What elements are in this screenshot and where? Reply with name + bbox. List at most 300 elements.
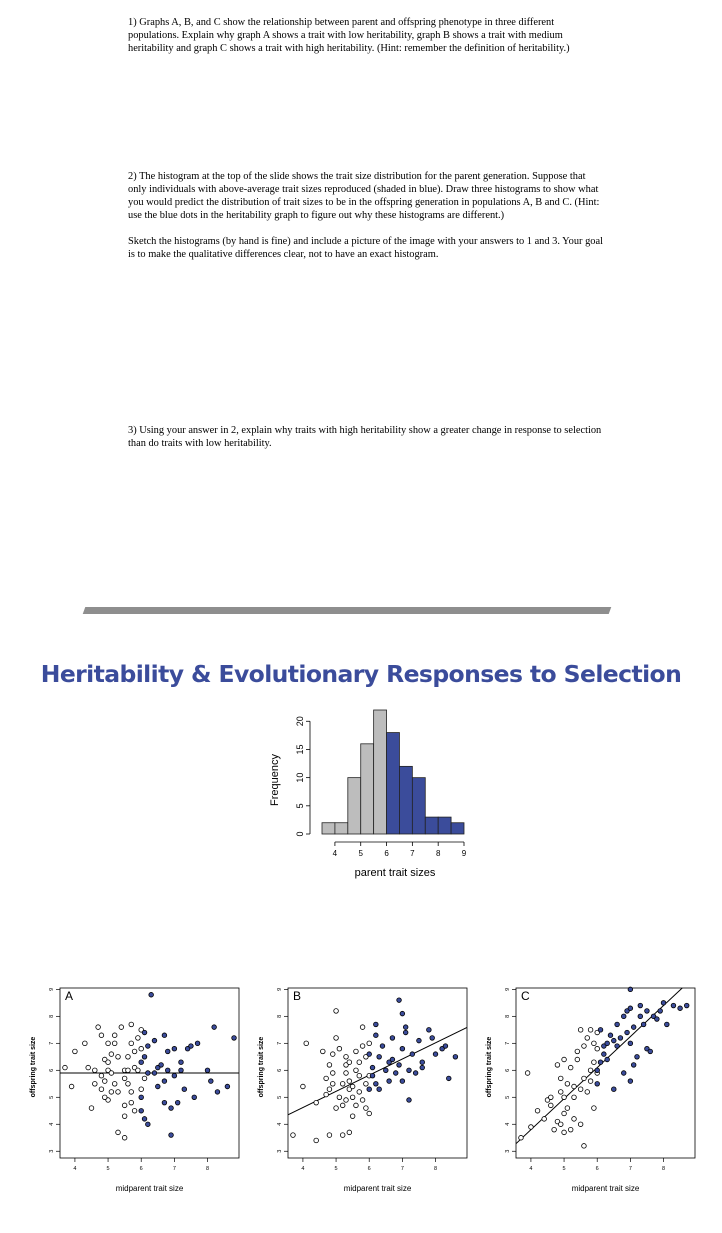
data-point-unselected	[126, 1081, 131, 1086]
data-point-unselected	[102, 1079, 107, 1084]
data-point-selected	[621, 1071, 626, 1076]
data-point-unselected	[340, 1103, 345, 1108]
data-point-unselected	[592, 1041, 597, 1046]
plot-frame	[288, 988, 467, 1158]
data-point-selected	[172, 1073, 177, 1078]
scatter-plot-b	[246, 980, 474, 1200]
y-tick-label: 3	[505, 1149, 511, 1153]
data-point-unselected	[337, 1095, 342, 1100]
data-point-unselected	[562, 1111, 567, 1116]
data-point-selected	[621, 1014, 626, 1019]
data-point-selected	[162, 1079, 167, 1084]
y-tick-label: 6	[49, 1068, 55, 1072]
data-point-unselected	[575, 1049, 580, 1054]
panel-label: B	[293, 989, 302, 1003]
data-point-unselected	[291, 1133, 296, 1138]
data-point-unselected	[340, 1133, 345, 1138]
data-point-selected	[638, 1014, 643, 1019]
data-point-selected	[400, 1011, 405, 1016]
data-point-selected	[374, 1022, 379, 1027]
data-point-unselected	[69, 1084, 74, 1089]
data-point-unselected	[116, 1130, 121, 1135]
x-tick-label: 5	[334, 1166, 338, 1172]
data-point-selected	[678, 1006, 683, 1011]
data-point-selected	[377, 1055, 382, 1060]
data-point-unselected	[340, 1081, 345, 1086]
data-point-selected	[139, 1095, 144, 1100]
data-point-selected	[172, 1046, 177, 1051]
data-point-unselected	[109, 1052, 114, 1057]
data-point-unselected	[99, 1087, 104, 1092]
data-point-selected	[413, 1071, 418, 1076]
x-tick-label: 8	[433, 1166, 438, 1172]
data-point-selected	[665, 1022, 670, 1027]
data-point-selected	[175, 1100, 180, 1105]
data-point-selected	[661, 1001, 666, 1006]
data-point-unselected	[578, 1122, 583, 1127]
y-tick-label: 5	[49, 1095, 55, 1099]
scatter-ylabel: offspring trait size	[486, 1036, 493, 1098]
data-point-selected	[410, 1052, 415, 1057]
data-point-selected	[225, 1084, 230, 1089]
data-point-selected	[146, 1044, 151, 1049]
data-point-unselected	[327, 1087, 332, 1092]
data-point-unselected	[116, 1055, 121, 1060]
x-tick-label: 4	[301, 1166, 305, 1172]
data-point-unselected	[562, 1057, 567, 1062]
data-point-selected	[189, 1044, 194, 1049]
data-point-unselected	[354, 1049, 359, 1054]
data-point-selected	[212, 1025, 217, 1030]
data-point-selected	[139, 1060, 144, 1065]
x-tick-label: 7	[172, 1166, 176, 1172]
data-point-unselected	[575, 1057, 580, 1062]
data-point-selected	[605, 1057, 610, 1062]
data-point-unselected	[350, 1084, 355, 1089]
histogram-x-tick-label: 4	[332, 849, 338, 858]
histogram-bar	[412, 778, 425, 834]
histogram-bar	[374, 710, 387, 834]
data-point-selected	[628, 987, 633, 992]
histogram-x-tick-label: 8	[435, 849, 441, 858]
y-tick-label: 4	[277, 1122, 283, 1126]
data-point-unselected	[535, 1108, 540, 1113]
data-point-selected	[146, 1071, 151, 1076]
data-point-unselected	[126, 1055, 131, 1060]
data-point-selected	[645, 1009, 650, 1014]
data-point-unselected	[86, 1065, 91, 1070]
data-point-unselected	[562, 1130, 567, 1135]
data-point-unselected	[122, 1114, 127, 1119]
data-point-unselected	[357, 1073, 362, 1078]
slide-title: Heritability & Evolutionary Responses to Selection	[40, 660, 682, 688]
data-point-unselected	[525, 1071, 530, 1076]
data-point-selected	[380, 1044, 385, 1049]
histogram-x-tick-label: 7	[410, 849, 415, 858]
y-tick-label: 9	[277, 987, 283, 991]
data-point-selected	[595, 1068, 600, 1073]
data-point-unselected	[565, 1106, 570, 1111]
y-tick-label: 3	[277, 1149, 283, 1153]
data-point-unselected	[585, 1090, 590, 1095]
data-point-unselected	[367, 1111, 372, 1116]
data-point-unselected	[122, 1135, 127, 1140]
data-point-selected	[400, 1046, 405, 1051]
question-3	[128, 424, 606, 450]
y-tick-label: 5	[505, 1095, 511, 1099]
x-tick-label: 5	[562, 1166, 566, 1172]
data-point-selected	[407, 1098, 412, 1103]
data-point-unselected	[568, 1065, 573, 1070]
data-point-selected	[374, 1033, 379, 1038]
data-point-selected	[427, 1028, 432, 1033]
data-point-unselected	[558, 1090, 563, 1095]
data-point-unselected	[324, 1076, 329, 1081]
data-point-selected	[655, 1017, 660, 1022]
data-point-unselected	[529, 1125, 534, 1130]
scatter-plot-a	[18, 980, 246, 1200]
data-point-unselected	[367, 1041, 372, 1046]
data-point-selected	[139, 1108, 144, 1113]
data-point-unselected	[93, 1081, 98, 1086]
panel-label: A	[65, 989, 74, 1003]
panel-label: C	[521, 989, 530, 1003]
data-point-unselected	[357, 1060, 362, 1065]
data-point-unselected	[112, 1041, 117, 1046]
histogram-bar	[425, 817, 438, 834]
data-point-unselected	[304, 1041, 309, 1046]
y-tick-label: 4	[505, 1122, 511, 1126]
histogram-bar	[322, 823, 335, 834]
data-point-unselected	[347, 1060, 352, 1065]
question-3-text: 3) Using your answer in 2, explain why traits with high heritability show a greater change in response to selection than do traits with low heritability.	[128, 425, 602, 450]
data-point-unselected	[334, 1036, 339, 1041]
data-point-selected	[182, 1087, 187, 1092]
data-point-unselected	[129, 1022, 134, 1027]
data-point-selected	[159, 1063, 164, 1068]
data-point-unselected	[132, 1108, 137, 1113]
data-point-selected	[598, 1060, 603, 1065]
data-point-selected	[165, 1068, 170, 1073]
data-point-unselected	[330, 1052, 335, 1057]
histogram-bar	[348, 778, 361, 834]
data-point-selected	[165, 1049, 170, 1054]
data-point-selected	[671, 1003, 676, 1008]
data-point-unselected	[360, 1044, 365, 1049]
data-point-selected	[400, 1079, 405, 1084]
data-point-unselected	[129, 1100, 134, 1105]
data-point-unselected	[364, 1081, 369, 1086]
data-point-selected	[420, 1060, 425, 1065]
x-tick-label: 6	[139, 1166, 143, 1172]
data-point-selected	[605, 1041, 610, 1046]
slide-divider	[83, 607, 612, 614]
question-2	[128, 170, 606, 262]
data-point-selected	[598, 1028, 603, 1033]
data-point-unselected	[301, 1084, 306, 1089]
data-point-selected	[684, 1003, 689, 1008]
data-point-unselected	[109, 1090, 114, 1095]
data-point-selected	[155, 1084, 160, 1089]
data-point-unselected	[572, 1095, 577, 1100]
data-point-selected	[152, 1038, 157, 1043]
data-point-unselected	[582, 1076, 587, 1081]
data-point-unselected	[73, 1049, 78, 1054]
data-point-selected	[430, 1036, 435, 1041]
data-point-unselected	[542, 1117, 547, 1122]
data-point-unselected	[588, 1079, 593, 1084]
data-point-unselected	[568, 1127, 573, 1132]
data-point-unselected	[330, 1071, 335, 1076]
data-point-unselected	[549, 1103, 554, 1108]
data-point-selected	[628, 1041, 633, 1046]
x-tick-label: 4	[73, 1166, 77, 1172]
data-point-unselected	[327, 1063, 332, 1068]
data-point-unselected	[588, 1068, 593, 1073]
data-point-selected	[179, 1068, 184, 1073]
data-point-selected	[608, 1033, 613, 1038]
data-point-unselected	[314, 1100, 319, 1105]
data-point-selected	[169, 1106, 174, 1111]
data-point-unselected	[582, 1044, 587, 1049]
data-point-selected	[383, 1068, 388, 1073]
data-point-selected	[611, 1087, 616, 1092]
parent-histogram	[262, 700, 482, 890]
data-point-selected	[618, 1036, 623, 1041]
data-point-unselected	[558, 1122, 563, 1127]
data-point-selected	[453, 1055, 458, 1060]
y-tick-label: 6	[505, 1068, 511, 1072]
scatter-ylabel: offspring trait size	[258, 1036, 265, 1098]
data-point-selected	[658, 1009, 663, 1014]
data-point-unselected	[357, 1090, 362, 1095]
data-point-selected	[403, 1030, 408, 1035]
data-point-selected	[205, 1068, 210, 1073]
data-point-selected	[142, 1117, 147, 1122]
data-point-selected	[615, 1022, 620, 1027]
data-point-unselected	[555, 1063, 560, 1068]
data-point-unselected	[558, 1076, 563, 1081]
data-point-unselected	[344, 1098, 349, 1103]
y-tick-label: 9	[49, 987, 55, 991]
data-point-unselected	[106, 1041, 111, 1046]
histogram-x-tick-label: 6	[384, 849, 389, 858]
data-point-selected	[393, 1071, 398, 1076]
data-point-unselected	[109, 1071, 114, 1076]
data-point-unselected	[582, 1144, 587, 1149]
data-point-unselected	[126, 1068, 131, 1073]
data-point-unselected	[99, 1073, 104, 1078]
histogram-bar	[361, 744, 374, 834]
y-tick-label: 7	[505, 1041, 511, 1045]
y-tick-label: 3	[49, 1149, 55, 1153]
data-point-unselected	[93, 1068, 98, 1073]
data-point-selected	[611, 1038, 616, 1043]
data-point-selected	[162, 1100, 167, 1105]
data-point-selected	[417, 1038, 422, 1043]
data-point-unselected	[360, 1098, 365, 1103]
data-point-selected	[420, 1065, 425, 1070]
data-point-unselected	[562, 1095, 567, 1100]
histogram-bar	[451, 823, 464, 834]
x-tick-label: 5	[106, 1166, 110, 1172]
data-point-selected	[397, 998, 402, 1003]
y-tick-label: 8	[277, 1014, 283, 1018]
histogram-bar	[438, 817, 451, 834]
data-point-unselected	[350, 1114, 355, 1119]
data-point-unselected	[572, 1117, 577, 1122]
histogram-y-tick-label: 15	[295, 744, 305, 755]
data-point-selected	[169, 1133, 174, 1138]
data-point-selected	[446, 1076, 451, 1081]
data-point-unselected	[327, 1133, 332, 1138]
x-tick-label: 4	[529, 1166, 533, 1172]
histogram-x-tick-label: 5	[358, 849, 363, 858]
data-point-unselected	[106, 1060, 111, 1065]
data-point-unselected	[89, 1106, 94, 1111]
data-point-selected	[215, 1090, 220, 1095]
data-point-unselected	[549, 1095, 554, 1100]
x-tick-label: 6	[595, 1166, 599, 1172]
data-point-selected	[390, 1036, 395, 1041]
x-tick-label: 8	[205, 1166, 210, 1172]
data-point-unselected	[337, 1046, 342, 1051]
data-point-unselected	[334, 1106, 339, 1111]
data-point-unselected	[119, 1025, 124, 1030]
data-point-unselected	[350, 1095, 355, 1100]
data-point-unselected	[129, 1090, 134, 1095]
data-point-unselected	[578, 1028, 583, 1033]
data-point-selected	[648, 1049, 653, 1054]
data-point-selected	[397, 1063, 402, 1068]
data-point-unselected	[83, 1041, 88, 1046]
data-point-selected	[232, 1036, 237, 1041]
data-point-selected	[377, 1087, 382, 1092]
data-point-selected	[370, 1073, 375, 1078]
data-point-unselected	[136, 1036, 141, 1041]
data-point-selected	[390, 1057, 395, 1062]
data-point-unselected	[99, 1033, 104, 1038]
data-point-selected	[628, 1006, 633, 1011]
data-point-unselected	[142, 1076, 147, 1081]
scatter-xlabel: midparent trait size	[571, 1184, 640, 1193]
data-point-selected	[209, 1079, 214, 1084]
data-point-unselected	[102, 1095, 107, 1100]
data-point-unselected	[112, 1033, 117, 1038]
data-point-selected	[142, 1030, 147, 1035]
y-tick-label: 8	[49, 1014, 55, 1018]
histogram-y-tick-label: 5	[295, 803, 305, 809]
data-point-unselected	[321, 1049, 326, 1054]
y-tick-label: 4	[49, 1122, 55, 1126]
y-tick-label: 7	[49, 1041, 55, 1045]
data-point-unselected	[588, 1028, 593, 1033]
data-point-selected	[142, 1055, 147, 1060]
data-point-selected	[638, 1003, 643, 1008]
histogram-xlabel: parent trait sizes	[354, 867, 436, 879]
x-tick-label: 8	[661, 1166, 666, 1172]
data-point-unselected	[585, 1036, 590, 1041]
plot-frame	[516, 988, 695, 1158]
x-tick-label: 7	[628, 1166, 632, 1172]
data-point-unselected	[122, 1103, 127, 1108]
data-point-unselected	[347, 1079, 352, 1084]
data-point-selected	[370, 1065, 375, 1070]
data-point-unselected	[354, 1068, 359, 1073]
data-point-selected	[367, 1052, 372, 1057]
data-point-unselected	[347, 1130, 352, 1135]
data-point-selected	[635, 1055, 640, 1060]
scatter-xlabel: midparent trait size	[343, 1184, 412, 1193]
data-point-unselected	[129, 1041, 134, 1046]
data-point-selected	[367, 1087, 372, 1092]
data-point-selected	[403, 1025, 408, 1030]
data-point-unselected	[132, 1049, 137, 1054]
data-point-selected	[595, 1081, 600, 1086]
data-point-unselected	[116, 1090, 121, 1095]
data-point-selected	[433, 1052, 438, 1057]
data-point-selected	[625, 1030, 630, 1035]
data-point-selected	[628, 1079, 633, 1084]
data-point-unselected	[330, 1081, 335, 1086]
data-point-selected	[443, 1044, 448, 1049]
data-point-selected	[146, 1122, 151, 1127]
y-tick-label: 9	[505, 987, 511, 991]
data-point-selected	[631, 1063, 636, 1068]
data-point-unselected	[136, 1068, 141, 1073]
data-point-unselected	[360, 1025, 365, 1030]
data-point-unselected	[314, 1138, 319, 1143]
question-1	[128, 16, 606, 55]
data-point-unselected	[572, 1084, 577, 1089]
data-point-selected	[602, 1052, 607, 1057]
data-point-selected	[195, 1041, 200, 1046]
x-tick-label: 6	[367, 1166, 371, 1172]
y-tick-label: 7	[277, 1041, 283, 1045]
data-point-selected	[192, 1095, 197, 1100]
data-point-selected	[179, 1060, 184, 1065]
data-point-selected	[387, 1079, 392, 1084]
question-2-text: 2) The histogram at the top of the slide shows the trait size distribution for the parent generation. Suppose that only individuals with above-average trait sizes reproduced (shaded in blue). Draw three histograms to show what you would predict the distribution of trait sizes to be in the offspring generation in populations A, B and C. (Hint: use the blue dots in the heritability graph to figure out why these histograms are different.)	[128, 171, 600, 222]
data-point-unselected	[592, 1106, 597, 1111]
data-point-selected	[407, 1068, 412, 1073]
data-point-unselected	[595, 1046, 600, 1051]
data-point-unselected	[565, 1081, 570, 1086]
y-tick-label: 5	[277, 1095, 283, 1099]
data-point-unselected	[139, 1046, 144, 1051]
histogram-bar	[387, 733, 400, 834]
x-tick-label: 7	[400, 1166, 404, 1172]
data-point-unselected	[63, 1065, 68, 1070]
data-point-unselected	[324, 1092, 329, 1097]
y-tick-label: 8	[505, 1014, 511, 1018]
question-2-instructions: Sketch the histograms (by hand is fine) and include a picture of the image with your answers to 1 and 3. Your goal is to make the qualitative differences clear, not to have an exact histogram.	[128, 236, 603, 261]
histogram-x-tick-label: 9	[461, 849, 467, 858]
histogram-ylabel: Frequency	[269, 754, 281, 806]
data-point-selected	[631, 1025, 636, 1030]
data-point-unselected	[344, 1055, 349, 1060]
data-point-unselected	[344, 1071, 349, 1076]
data-point-unselected	[364, 1106, 369, 1111]
histogram-y-tick-label: 20	[295, 716, 305, 727]
data-point-unselected	[139, 1087, 144, 1092]
histogram-bar	[399, 766, 412, 834]
data-point-selected	[149, 992, 154, 997]
data-point-unselected	[122, 1076, 127, 1081]
data-point-selected	[615, 1044, 620, 1049]
data-point-unselected	[519, 1135, 524, 1140]
data-point-unselected	[334, 1009, 339, 1014]
